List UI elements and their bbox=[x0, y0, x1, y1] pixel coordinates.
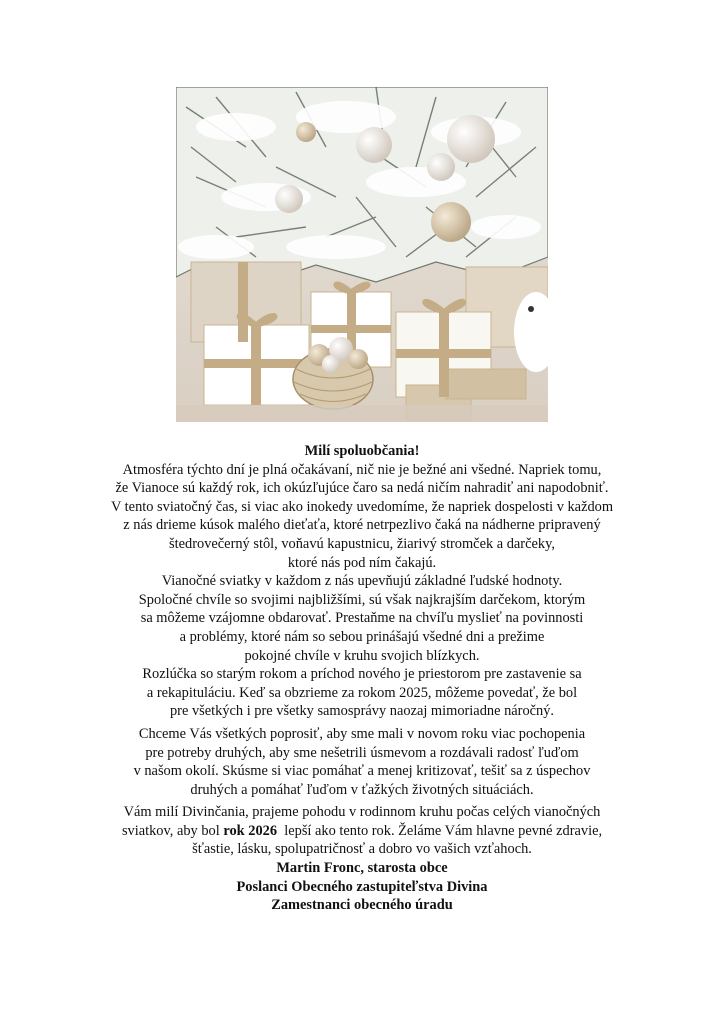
text-line: pre potreby druhých, aby sme nešetrili úsmevom a rozdávali radosť ľuďom bbox=[145, 744, 579, 761]
text-line-with-year bbox=[60, 822, 664, 841]
text-fragment: lepší ako tento rok. Želáme Vám hlavne pevné zdravie, bbox=[277, 822, 603, 839]
text-fragment: sviatkov, aby bol bbox=[121, 822, 224, 839]
text-line: Vám milí Divinčania, prajeme pohodu v rodinnom kruhu počas celých vianočných bbox=[123, 804, 601, 821]
signature-staff: Zamestnanci obecného úradu bbox=[271, 897, 453, 914]
year-highlight: rok 2026 bbox=[223, 822, 278, 839]
christmas-letter bbox=[60, 442, 664, 915]
signature-council: Poslanci Obecného zastupiteľstva Divina bbox=[236, 878, 488, 895]
text-line: sa môžeme vzájomne obdarovať. Prestaňme na chvíľu myslieť na povinnosti bbox=[140, 610, 584, 627]
text-line: štedrovečerný stôl, voňavú kapustnicu, žiarivý stromček a darčeky, bbox=[169, 535, 555, 552]
paragraph-wishes bbox=[60, 803, 664, 859]
text-line: a problémy, ktoré nám so sebou prinášajú všedné dni a prežime bbox=[179, 628, 545, 645]
paragraph-request bbox=[60, 725, 664, 799]
text-line: V tento sviatočný čas, si viac ako inokedy uvedomíme, že napriek dospelosti v každom bbox=[110, 498, 614, 515]
text-line: z nás drieme kúsok malého dieťaťa, ktoré netrpezlivo čaká na nádherne pripravený bbox=[123, 517, 601, 534]
paragraph-farewell bbox=[60, 665, 664, 721]
text-line: Spoločné chvíle so svojimi najbližšími, sú však najkrajším darčekom, ktorým bbox=[138, 591, 586, 608]
text-line: pre všetkých i pre všetky samosprávy naozaj mimoriadne náročný. bbox=[169, 703, 555, 720]
text-line: že Vianoce sú každý rok, ich okúzľujúce čaro sa nedá ničím nahradiť ani napodobniť. bbox=[115, 480, 609, 497]
paragraph-values bbox=[60, 572, 664, 665]
text-line: šťastie, lásku, spolupatričnosť a dobro vo vašich vzťahoch. bbox=[192, 841, 532, 858]
signature-block bbox=[60, 859, 664, 915]
christmas-tree-gifts-illustration bbox=[176, 87, 548, 422]
text-line: druhých a pomáhať ľuďom v ťažkých životných situáciách. bbox=[190, 781, 534, 798]
text-line: Atmosféra týchto dní je plná očakávaní, nič nie je bežné ani všedné. Napriek tomu, bbox=[122, 461, 602, 478]
text-line: pokojné chvíle v kruhu svojich blízkych. bbox=[244, 647, 480, 664]
text-line: Chceme Vás všetkých poprosiť, aby sme mali v novom roku viac pochopenia bbox=[138, 725, 586, 742]
christmas-tree-photo bbox=[176, 87, 548, 422]
paragraph-atmosphere bbox=[60, 461, 664, 573]
signature-mayor: Martin Fronc, starosta obce bbox=[276, 860, 448, 877]
text-line: ktoré nás pod ním čakajú. bbox=[287, 554, 437, 571]
text-line: Rozlúčka so starým rokom a príchod nového je priestorom pre zastavenie sa bbox=[142, 666, 582, 683]
text-line: v našom okolí. Skúsme si viac pomáhať a menej kritizovať, tešiť sa z úspechov bbox=[133, 763, 591, 780]
greeting-heading: Milí spoluobčania! bbox=[304, 443, 420, 459]
text-line: a rekapituláciu. Keď sa obzrieme za rokom 2025, môžeme povedať, že bol bbox=[146, 684, 578, 701]
text-line: Vianočné sviatky v každom z nás upevňujú základné ľudské hodnoty. bbox=[161, 573, 563, 590]
